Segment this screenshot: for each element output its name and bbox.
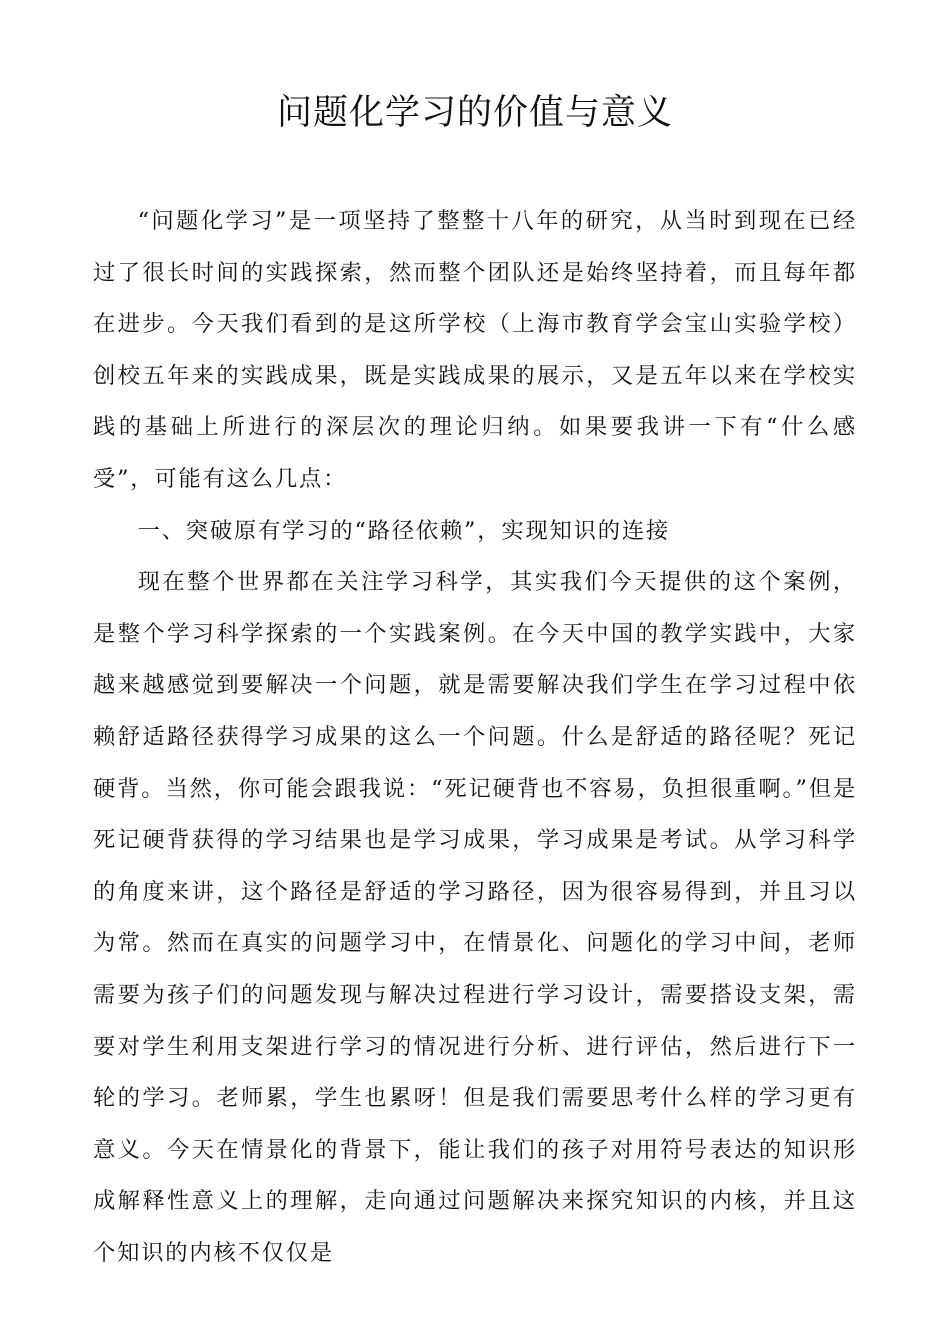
section-1-paragraph: 现在整个世界都在关注学习科学，其实我们今天提供的这个案例，是整个学习科学探索的一个实践案例。在今天中国的教学实践中，大家越来越感觉到要解决一个问题，就是需要解决我们学生在学习过程中依赖舒适路径获得学习成果的这么一个问题。什么是舒适的路径呢？死记硬背。当然，你可能会跟我说：“死记硬背也不容易，负担很重啊。”但是死记硬背获得的学习结果也是学习成果，学习成果是考试。从学习科学的角度来讲，这个路径是舒适的学习路径，因为很容易得到，并且习以为常。然而在真实的问题学习中，在情景化、问题化的学习中间，老师需要为孩子们的问题发现与解决过程进行学习设计，需要搭设支架，需要对学生利用支架进行学习的情况进行分析、进行评估，然后进行下一轮的学习。老师累，学生也累呀！但是我们需要思考什么样的学习更有意义。今天在情景化的背景下，能让我们的孩子对用符号表达的知识形成解释性意义上的理解，走向通过问题解决来探究知识的内核，并且这个知识的内核不仅仅是: [93, 569, 857, 1266]
intro-paragraph: “问题化学习”是一项坚持了整整十八年的研究，从当时到现在已经过了很长时间的实践探索，然而整个团队还是始终坚持着，而且每年都在进步。今天我们看到的是这所学校（上海市教育学会宝山实验学校）创校五年来的实践成果，既是实践成果的展示，又是五年以来在学校实践的基础上所进行的深层次的理论归纳。如果要我讲一下有“什么感受”，可能有这么几点：: [93, 208, 857, 492]
document-title: 问题化学习的价值与意义: [276, 93, 673, 133]
section-heading-1: 一、突破原有学习的“路径依赖”，实现知识的连接: [137, 517, 671, 544]
document-body: [93, 196, 857, 1279]
